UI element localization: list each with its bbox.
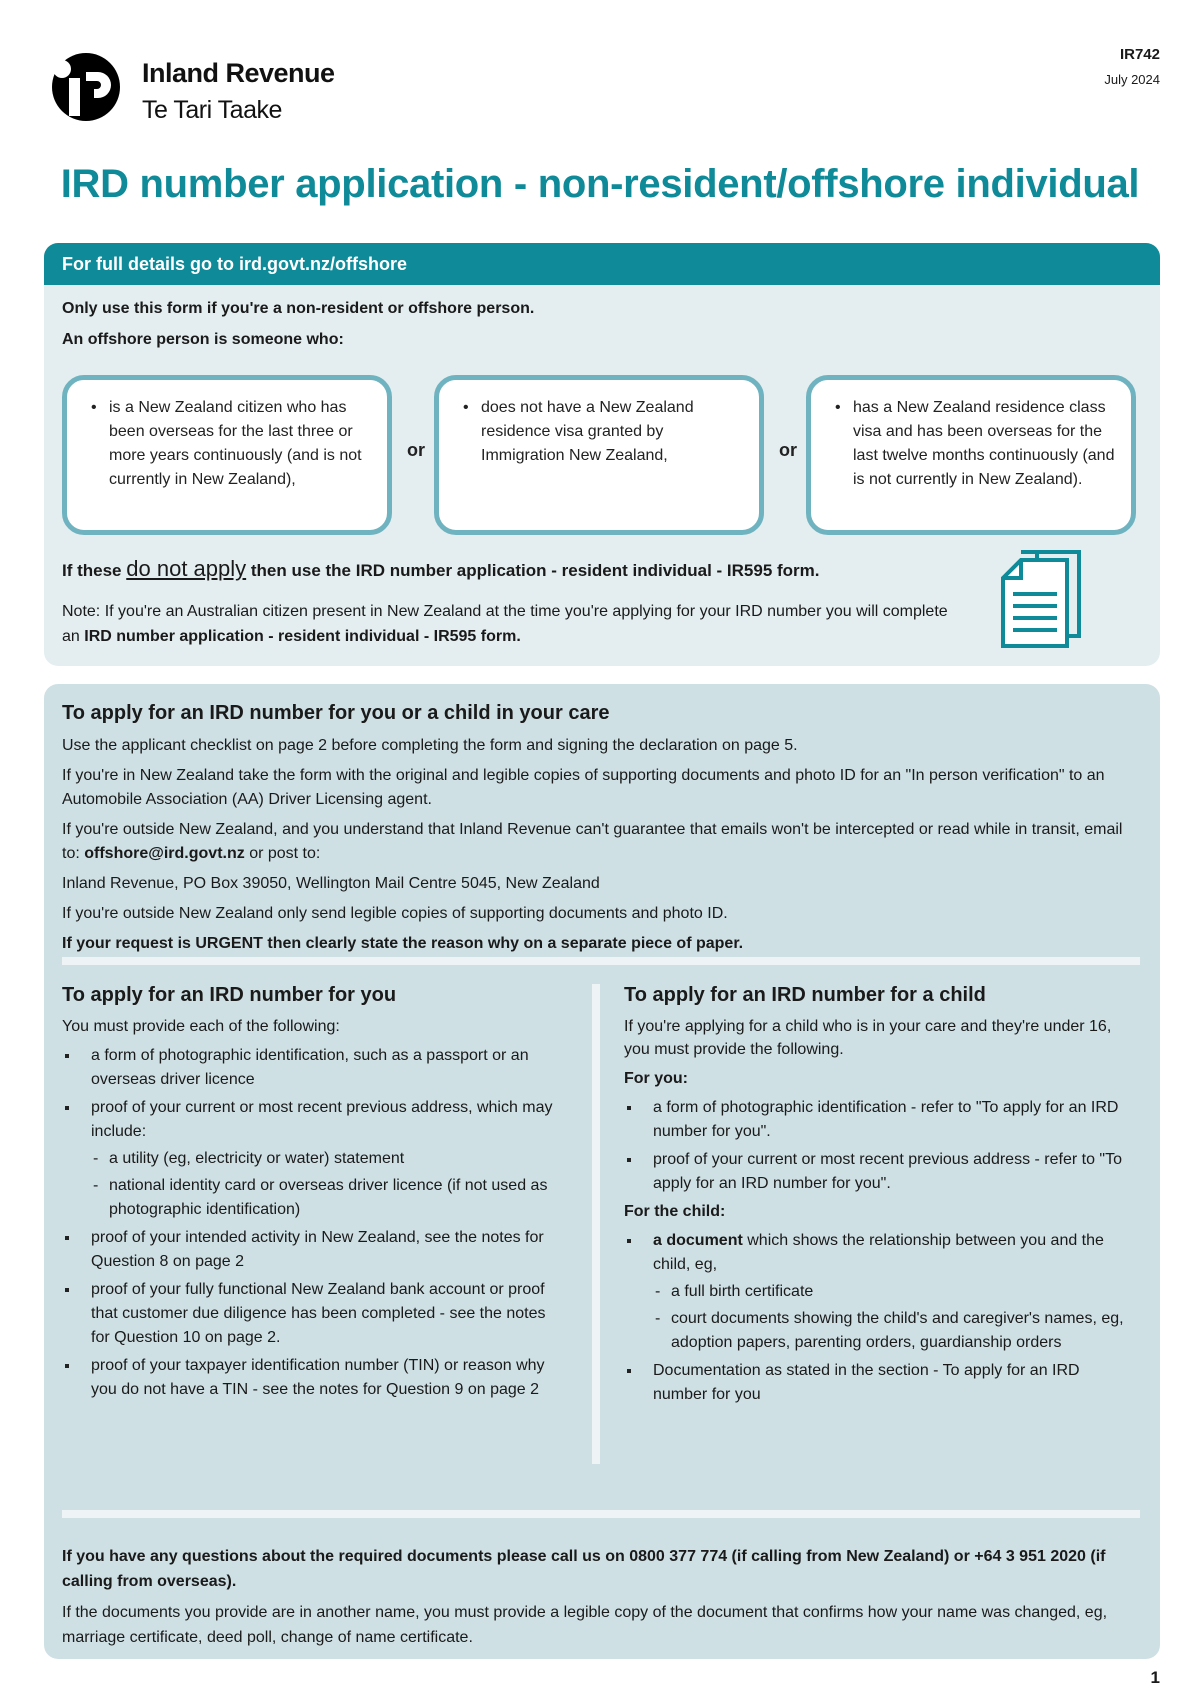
offshore-option-box [434, 375, 764, 535]
do-not-apply-text: do not apply [126, 556, 247, 581]
note-text [62, 599, 962, 649]
contact-info [62, 1544, 1142, 1656]
offshore-option: • has a New Zealand residence class visa and has been overseas for the last twelve months continuously (and is not currently in New Zealand). [833, 396, 1117, 492]
only-use-text: Only use this form if you're a non-resident or offshore person. [62, 300, 535, 317]
or-label: or [407, 440, 425, 460]
page-title: IRD number application - non-resident/offshore individual [60, 162, 1140, 206]
for-you-heading: To apply for an IRD number for you [62, 984, 397, 1006]
offshore-email-link[interactable]: offshore@ird.govt.nz [84, 845, 245, 862]
list-item [624, 1229, 1124, 1355]
note-label: Note: [62, 603, 101, 620]
for-you-intro: You must provide each of the following: [62, 1018, 340, 1035]
form-code: IR742 [1119, 46, 1160, 63]
list-item: a form of photographic identification, such as a passport or an overseas driver licence [62, 1044, 562, 1092]
list-item: proof of your current or most recent previous address - refer to "To apply for an IRD number for you". [624, 1148, 1124, 1196]
form-date: July 2024 [1104, 72, 1160, 87]
for-child-heading: To apply for an IRD number for a child [624, 984, 986, 1006]
brand-name: Inland Revenue [142, 58, 335, 88]
offshore-option-box [62, 375, 392, 535]
legible-copies-text: If you're outside New Zealand only send legible copies of supporting documents and photo ID. [62, 905, 728, 922]
list-subitem: - a full birth certificate [653, 1280, 1124, 1304]
list-item: proof of your fully functional New Zealand bank account or proof that customer due diligence has been completed - see the notes for Question 10 on page 2. [62, 1278, 562, 1350]
list-item: Documentation as stated in the section - To apply for an IRD number for you [624, 1359, 1124, 1407]
for-child-column [624, 984, 1124, 1411]
checklist-text: Use the applicant checklist on page 2 before completing the form and signing the declaration on page 5. [62, 737, 798, 754]
list-item: proof of your intended activity in New Zealand, see the notes for Question 8 on page 2 [62, 1226, 562, 1274]
list-subitem: - court documents showing the child's and caregiver's names, eg, adoption papers, parenting orders, guardianship orders [653, 1307, 1124, 1355]
list-subitem: - a utility (eg, electricity or water) statement [91, 1147, 562, 1171]
offshore-option-box [806, 375, 1136, 535]
offshore-option: • does not have a New Zealand residence visa granted by Immigration New Zealand, [461, 396, 745, 468]
for-child-intro: If you're applying for a child who is in your care and they're under 16, you must provide the following. [624, 1018, 1112, 1058]
in-person-text: If you're in New Zealand take the form with the original and legible copies of supporting documents and photo ID for an "In person verification" to an Automobile Association (AA) Driver Licensing agent. [62, 767, 1105, 808]
list-item [62, 1096, 562, 1222]
offshore-option: • is a New Zealand citizen who has been overseas for the last three or more years continuously (and is not currently in New Zealand), [89, 396, 373, 492]
if-not-apply-text [62, 556, 820, 582]
email-intro: If you're outside New Zealand, and you understand that Inland Revenue can't guarantee that emails won't be intercepted or read while in transit, email to: [62, 821, 1123, 862]
column-divider [592, 984, 600, 1464]
list-subitem: - national identity card or overseas driver licence (if not used as photographic identification) [91, 1174, 562, 1222]
document-bold: a document [653, 1232, 743, 1249]
address-proof-text: proof of your current or most recent previous address, which may include: [91, 1099, 553, 1140]
section-divider [62, 957, 1140, 965]
document-rest: which shows the relationship between you and the child, eg, [653, 1232, 1104, 1273]
apply-panel [44, 684, 1160, 1659]
email-text [62, 818, 1132, 866]
for-the-child-label: For the child: [624, 1203, 726, 1220]
intro-panel [44, 243, 1160, 666]
offshore-definition: An offshore person is someone who: [62, 331, 344, 348]
or-label: or [779, 440, 797, 460]
document-icon [999, 548, 1089, 648]
then-use-text: then use the IRD number application - resident individual - IR595 form. [250, 561, 820, 580]
ir-logo-icon [42, 42, 132, 132]
list-item: proof of your taxpayer identification number (TIN) or reason why you do not have a TIN - see the notes for Question 9 on page 2 [62, 1354, 562, 1402]
postal-address: Inland Revenue, PO Box 39050, Wellington Mail Centre 5045, New Zealand [62, 875, 600, 892]
inland-revenue-logo [42, 42, 342, 132]
section-divider [62, 1510, 1140, 1518]
if-these-text: If these [62, 561, 122, 580]
for-you-column [62, 984, 562, 1406]
brand-subname: Te Tari Taake [142, 96, 282, 124]
page-number: 1 [1150, 1668, 1160, 1687]
email-or-post: or post to: [249, 845, 321, 862]
name-change-text: If the documents you provide are in another name, you must provide a legible copy of the document that confirms how your name was changed, eg, marriage certificate, deed poll, change of name certificate. [62, 1604, 1108, 1646]
urgent-text: If your request is URGENT then clearly state the reason why on a separate piece of paper. [62, 935, 744, 952]
apply-instructions [62, 734, 1132, 962]
questions-text: If you have any questions about the required documents please call us on 0800 377 774 (if calling from New Zealand) or +64 3 951 2020 (if calling from overseas). [62, 1548, 1106, 1590]
details-banner[interactable]: For full details go to ird.govt.nz/offshore [44, 243, 1160, 285]
note-body: If you're an Australian citizen present in New Zealand at the time you're applying for your IRD number you will complete an [62, 603, 948, 645]
list-item: a form of photographic identification - refer to "To apply for an IRD number for you". [624, 1096, 1124, 1144]
apply-heading: To apply for an IRD number for you or a child in your care [62, 702, 610, 724]
for-you-label: For you: [624, 1070, 688, 1087]
note-form-name: IRD number application - resident individual - IR595 form. [84, 628, 521, 645]
